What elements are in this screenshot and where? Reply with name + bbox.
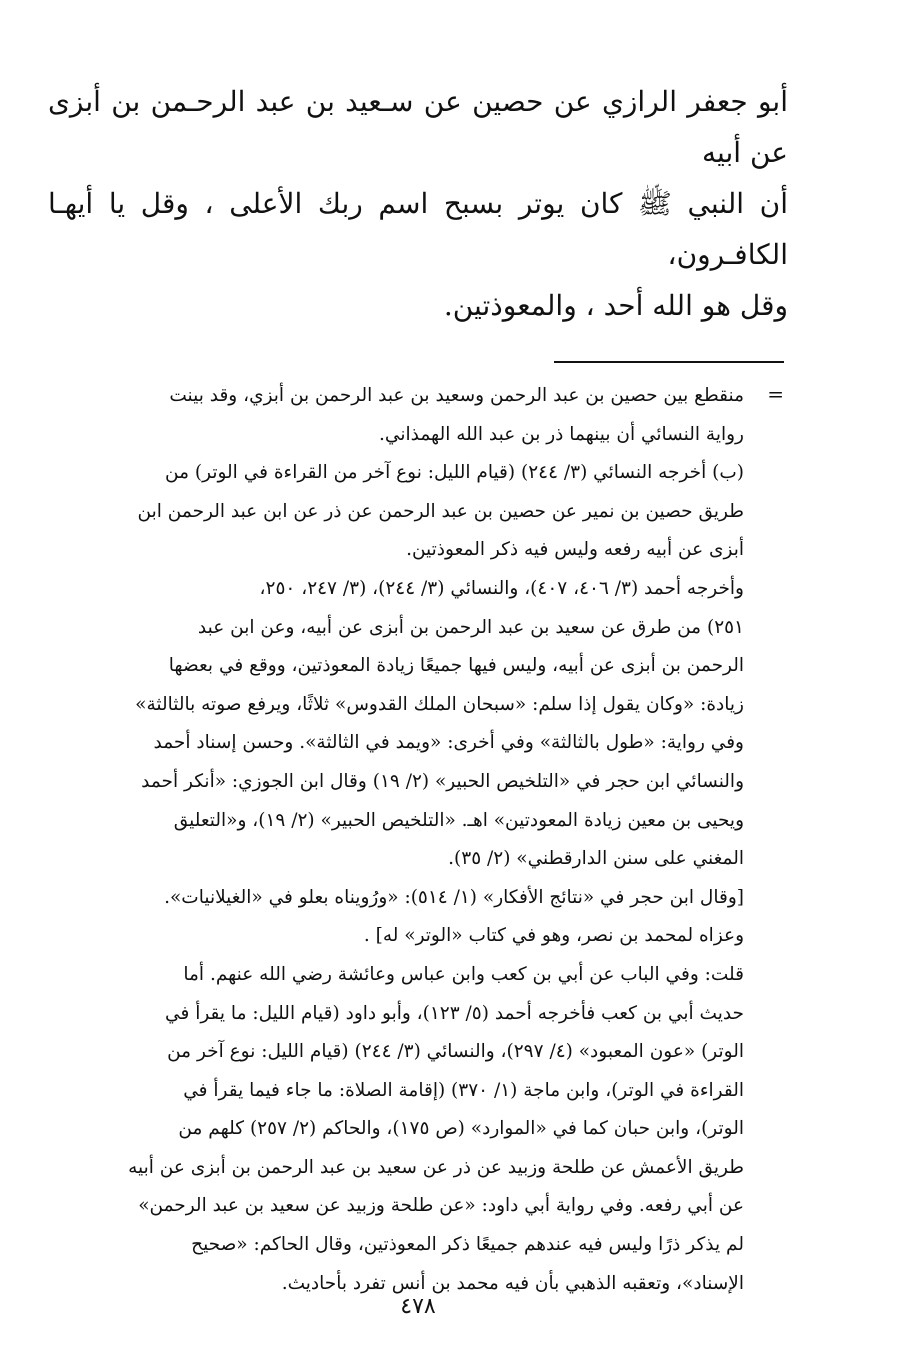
footnote-divider (554, 361, 784, 363)
footnote-line: طريق الأعمش عن طلحة وزبيد عن ذر عن سعيد بن عبد الرحمن بن أبزى عن أبيه (128, 1156, 744, 1178)
footnote-paragraph (56, 956, 744, 1303)
footnote-line: طريق حصين بن نمير عن حصين بن عبد الرحمن عن ذر عن ابن عبد الرحمن ابن (137, 500, 744, 522)
footnotes (48, 377, 788, 1303)
main-text-line: وقل هو الله أحد ، والمعوذتين. (443, 289, 788, 322)
footnote-line: حديث أبي بن كعب فأخرجه أحمد (٥/ ١٢٣)، وأبو داود (قيام الليل: ما يقرأ في (165, 1002, 744, 1024)
footnote-line: زيادة: «وكان يقول إذا سلم: «سبحان الملك القدوس» ثلاثًا، ويرفع صوته بالثالثة» (135, 693, 744, 715)
footnote-line: لم يذكر ذرًا وليس فيه عندهم جميعًا ذكر المعوذتين، وقال الحاكم: «صحيح (191, 1234, 744, 1256)
footnote-line: (ب) أخرجه النسائي (٣/ ٢٤٤) (قيام الليل: نوع آخر من القراءة في الوتر) من (165, 462, 744, 484)
footnote-line: قلت: وفي الباب عن أبي بن كعب وابن عباس وعائشة رضي الله عنهم. أما (183, 963, 744, 985)
footnote-line: الإسناد»، وتعقبه الذهبي بأن فيه محمد بن أنس تفرد بأحاديث. (281, 1272, 744, 1294)
footnote-line: الوتر) «عون المعبود» (٤/ ٢٩٧)، والنسائي (٣/ ٢٤٤) (قيام الليل: نوع آخر من (167, 1041, 744, 1063)
book-page (48, 76, 788, 1326)
page-number: ٤٧٨ (400, 1294, 436, 1319)
main-text-line: أن النبي ﷺ كان يوتر بسبح اسم ربك الأعلى ، وقل يا أيهـا الكافـرون، (48, 187, 788, 271)
footnote-line: منقطع بين حصين بن عبد الرحمن وسعيد بن عبد الرحمن بن أبزي، وقد بينت (169, 385, 744, 406)
footnote-line: رواية النسائي أن بينهما ذر بن عبد الله الهمذاني. (379, 423, 744, 445)
footnote-paragraph (56, 377, 744, 454)
footnote-paragraph (56, 570, 744, 879)
footnote-line: وعزاه لمحمد بن نصر، وهو في كتاب «الوتر» له] . (363, 925, 744, 947)
footnote-paragraph (56, 454, 744, 570)
footnote-line: الوتر)، وابن حبان كما في «الموارد» (ص ١٧٥)، والحاكم (٢/ ٢٥٧) كلهم من (178, 1118, 744, 1140)
footnote-line: والنسائي ابن حجر في «التلخيص الحبير» (٢/ ١٩) وقال ابن الجوزي: «أنكر أحمد (141, 770, 744, 792)
footnote-paragraph (56, 879, 744, 956)
main-text (48, 76, 788, 331)
footnote-line: المغني على سنن الدارقطني» (٢/ ٣٥). (448, 848, 744, 870)
footnote-line: ٢٥١) من طرق عن سعيد بن عبد الرحمن بن أبزى عن أبيه، وعن ابن عبد (197, 616, 744, 638)
footnote-line: وفي رواية: «طول بالثالثة» وفي أخرى: «ويمد في الثالثة». وحسن إسناد أحمد (153, 732, 744, 754)
footnote-continuation-mark: = (767, 382, 784, 406)
footnote-line: ويحيى بن معين زيادة المعودتين» اهـ. «التلخيص الحبير» (٢/ ١٩)، و«التعليق (173, 809, 744, 831)
footnote-line: عن أبي رفعه. وفي رواية أبي داود: «عن طلحة وزبيد عن سعيد بن عبد الرحمن» (138, 1195, 744, 1217)
footnote-line: [وقال ابن حجر في «نتائج الأفكار» (١/ ٥١٤): «ورُويناه بعلو في «الغيلانيات». (164, 886, 744, 908)
main-text-line: أبو جعفر الرازي عن حصين عن سـعيد بن عبد الرحـمن بن أبزى عن أبيه (48, 85, 788, 169)
footnote-line: الرحمن بن أبزى عن أبيه، وليس فيها جميعًا زيادة المعوذتين، ووقع في بعضها (168, 655, 744, 677)
footnote-line: القراءة في الوتر)، وابن ماجة (١/ ٣٧٠) (إقامة الصلاة: ما جاء فيما يقرأ في (183, 1079, 744, 1101)
footnote-line: وأخرجه أحمد (٣/ ٤٠٦، ٤٠٧)، والنسائي (٣/ ٢٤٤)، (٣/ ٢٤٧، ٢٥٠، (259, 577, 744, 599)
footnote-line: أبزى عن أبيه رفعه وليس فيه ذكر المعوذتين. (406, 539, 744, 561)
